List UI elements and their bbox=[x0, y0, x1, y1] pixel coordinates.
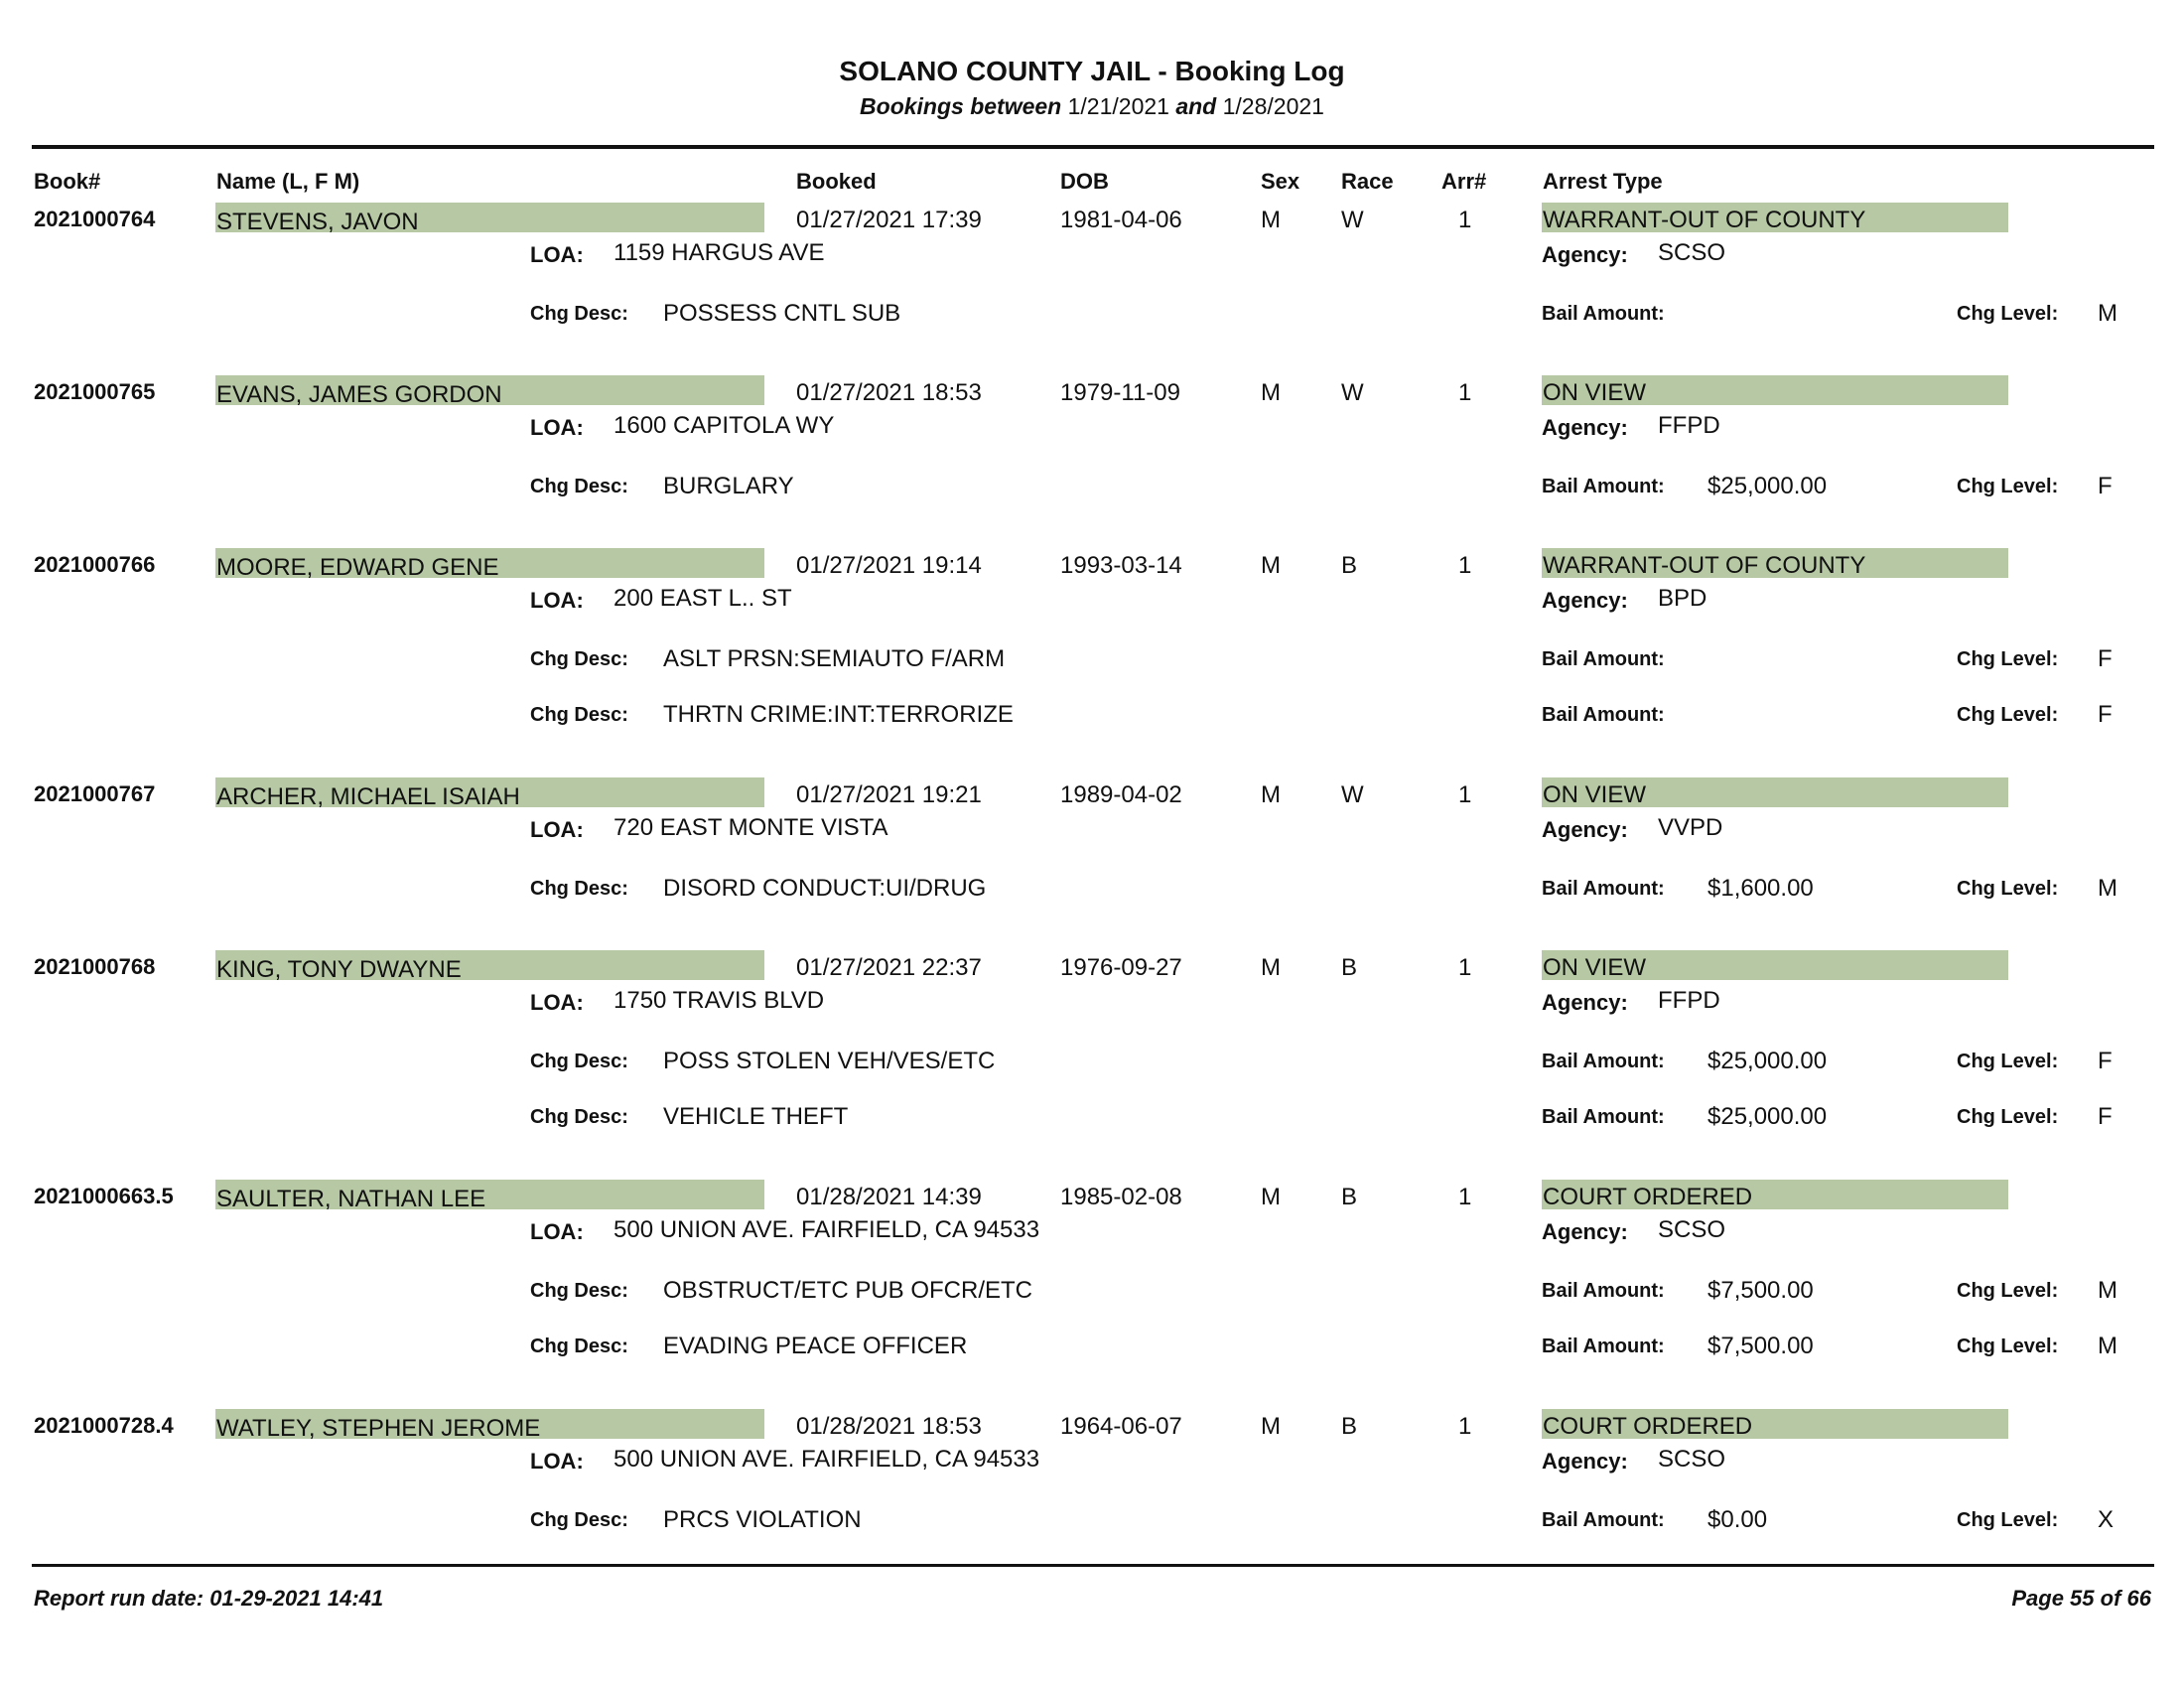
bail-amount-label: Bail Amount: bbox=[1542, 1509, 1665, 1531]
loa-value: 1600 CAPITOLA WY bbox=[614, 412, 835, 439]
booked-datetime: 01/27/2021 22:37 bbox=[796, 954, 982, 981]
charge-level: F bbox=[2098, 701, 2113, 728]
arrest-count: 1 bbox=[1458, 1184, 1472, 1210]
charge-row bbox=[0, 1103, 2184, 1143]
bail-amount-label: Bail Amount: bbox=[1542, 1336, 1665, 1357]
charge-level: M bbox=[2098, 300, 2117, 327]
inmate-name: KING, TONY DWAYNE bbox=[216, 956, 462, 983]
page-number: Page 55 of 66 bbox=[2011, 1586, 2151, 1611]
col-header-arrest-type: Arrest Type bbox=[1543, 169, 1663, 194]
booking-record bbox=[0, 552, 2184, 780]
date-of-birth: 1985-02-08 bbox=[1060, 1184, 1182, 1210]
charge-desc-label: Chg Desc: bbox=[530, 1106, 628, 1128]
loa-label: LOA: bbox=[530, 588, 584, 613]
charge-row bbox=[0, 473, 2184, 512]
charge-level: M bbox=[2098, 875, 2117, 902]
bail-amount-label: Bail Amount: bbox=[1542, 878, 1665, 900]
charge-desc: VEHICLE THEFT bbox=[663, 1103, 849, 1130]
arrest-count: 1 bbox=[1458, 781, 1472, 808]
arrest-count: 1 bbox=[1458, 1413, 1472, 1440]
charge-desc-label: Chg Desc: bbox=[530, 476, 628, 497]
booking-number: 2021000768 bbox=[34, 954, 156, 979]
subtitle-and: and bbox=[1175, 93, 1217, 119]
sex-value: M bbox=[1261, 207, 1281, 233]
date-of-birth: 1981-04-06 bbox=[1060, 207, 1182, 233]
col-header-race: Race bbox=[1341, 169, 1394, 194]
inmate-name: STEVENS, JAVON bbox=[216, 209, 419, 235]
loa-value: 500 UNION AVE. FAIRFIELD, CA 94533 bbox=[614, 1446, 1040, 1473]
booking-number: 2021000764 bbox=[34, 207, 156, 231]
agency-value: SCSO bbox=[1658, 1216, 1726, 1243]
loa-value: 1750 TRAVIS BLVD bbox=[614, 987, 825, 1014]
bail-amount-label: Bail Amount: bbox=[1542, 1106, 1665, 1128]
col-header-name: Name (L, F M) bbox=[216, 169, 360, 194]
charge-level-label: Chg Level: bbox=[1957, 1280, 2059, 1302]
loa-label: LOA: bbox=[530, 415, 584, 440]
charge-level-label: Chg Level: bbox=[1957, 704, 2059, 726]
bail-amount-label: Bail Amount: bbox=[1542, 704, 1665, 726]
arrest-count: 1 bbox=[1458, 379, 1472, 406]
bail-amount: $25,000.00 bbox=[1707, 473, 1828, 499]
charge-level-label: Chg Level: bbox=[1957, 1051, 2059, 1072]
inmate-name: EVANS, JAMES GORDON bbox=[216, 381, 502, 408]
booking-number: 2021000767 bbox=[34, 781, 156, 806]
charge-desc: BURGLARY bbox=[663, 473, 794, 499]
booking-number: 2021000663.5 bbox=[34, 1184, 174, 1208]
booked-datetime: 01/27/2021 18:53 bbox=[796, 379, 982, 406]
charge-desc-label: Chg Desc: bbox=[530, 303, 628, 325]
arrest-type: ON VIEW bbox=[1543, 954, 1647, 981]
charge-level: X bbox=[2098, 1506, 2115, 1533]
bail-amount: $1,600.00 bbox=[1707, 875, 1814, 902]
arrest-type: COURT ORDERED bbox=[1543, 1413, 1753, 1440]
charge-desc: EVADING PEACE OFFICER bbox=[663, 1333, 968, 1359]
agency-label: Agency: bbox=[1542, 1449, 1628, 1474]
inmate-name: MOORE, EDWARD GENE bbox=[216, 554, 499, 581]
top-divider bbox=[32, 145, 2154, 149]
charge-desc: POSS STOLEN VEH/VES/ETC bbox=[663, 1048, 996, 1074]
loa-value: 1159 HARGUS AVE bbox=[614, 239, 825, 266]
inmate-name: SAULTER, NATHAN LEE bbox=[216, 1186, 486, 1212]
arrest-type: WARRANT-OUT OF COUNTY bbox=[1543, 552, 1866, 579]
arrest-type: ON VIEW bbox=[1543, 781, 1647, 808]
inmate-name: WATLEY, STEPHEN JEROME bbox=[216, 1415, 541, 1442]
agency-value: FFPD bbox=[1658, 987, 1720, 1014]
agency-label: Agency: bbox=[1542, 242, 1628, 267]
charge-level: F bbox=[2098, 1103, 2113, 1130]
charge-row bbox=[0, 701, 2184, 741]
charge-desc-label: Chg Desc: bbox=[530, 1280, 628, 1302]
charge-level-label: Chg Level: bbox=[1957, 1509, 2059, 1531]
bail-amount: $0.00 bbox=[1707, 1506, 1768, 1533]
arrest-type: ON VIEW bbox=[1543, 379, 1647, 406]
booked-datetime: 01/28/2021 14:39 bbox=[796, 1184, 982, 1210]
bail-amount-label: Bail Amount: bbox=[1542, 648, 1665, 670]
race-value: W bbox=[1341, 207, 1364, 233]
sex-value: M bbox=[1261, 552, 1281, 579]
booked-datetime: 01/27/2021 19:14 bbox=[796, 552, 982, 579]
arrest-type: WARRANT-OUT OF COUNTY bbox=[1543, 207, 1866, 233]
loa-label: LOA: bbox=[530, 1219, 584, 1244]
charge-desc-label: Chg Desc: bbox=[530, 704, 628, 726]
date-of-birth: 1976-09-27 bbox=[1060, 954, 1182, 981]
bail-amount-label: Bail Amount: bbox=[1542, 1280, 1665, 1302]
loa-label: LOA: bbox=[530, 1449, 584, 1474]
race-value: W bbox=[1341, 379, 1364, 406]
date-of-birth: 1989-04-02 bbox=[1060, 781, 1182, 808]
charge-desc: THRTN CRIME:INT:TERRORIZE bbox=[663, 701, 1014, 728]
race-value: B bbox=[1341, 1413, 1358, 1440]
sex-value: M bbox=[1261, 954, 1281, 981]
loa-value: 500 UNION AVE. FAIRFIELD, CA 94533 bbox=[614, 1216, 1040, 1243]
charge-row bbox=[0, 645, 2184, 685]
bail-amount: $7,500.00 bbox=[1707, 1333, 1814, 1359]
booking-number: 2021000765 bbox=[34, 379, 156, 404]
end-date: 1/28/2021 bbox=[1222, 93, 1324, 119]
loa-label: LOA: bbox=[530, 990, 584, 1015]
charge-level-label: Chg Level: bbox=[1957, 648, 2059, 670]
charge-desc-label: Chg Desc: bbox=[530, 1051, 628, 1072]
col-header-booked: Booked bbox=[796, 169, 877, 194]
agency-label: Agency: bbox=[1542, 990, 1628, 1015]
sex-value: M bbox=[1261, 1413, 1281, 1440]
report-title: SOLANO COUNTY JAIL - Booking Log bbox=[839, 56, 1345, 86]
agency-value: BPD bbox=[1658, 585, 1707, 612]
col-header-sex: Sex bbox=[1261, 169, 1300, 194]
bail-amount-label: Bail Amount: bbox=[1542, 1051, 1665, 1072]
booking-record bbox=[0, 954, 2184, 1183]
charge-row bbox=[0, 1506, 2184, 1546]
agency-label: Agency: bbox=[1542, 415, 1628, 440]
date-of-birth: 1979-11-09 bbox=[1060, 379, 1180, 406]
agency-value: SCSO bbox=[1658, 239, 1726, 266]
charge-level-label: Chg Level: bbox=[1957, 476, 2059, 497]
sex-value: M bbox=[1261, 781, 1281, 808]
booked-datetime: 01/27/2021 17:39 bbox=[796, 207, 982, 233]
charge-desc: PRCS VIOLATION bbox=[663, 1506, 862, 1533]
date-of-birth: 1964-06-07 bbox=[1060, 1413, 1182, 1440]
inmate-name: ARCHER, MICHAEL ISAIAH bbox=[216, 783, 520, 810]
charge-row bbox=[0, 1048, 2184, 1087]
agency-value: SCSO bbox=[1658, 1446, 1726, 1473]
charge-level-label: Chg Level: bbox=[1957, 1106, 2059, 1128]
charge-row bbox=[0, 875, 2184, 914]
arrest-count: 1 bbox=[1458, 552, 1472, 579]
report-subtitle bbox=[0, 93, 2184, 120]
charge-desc: DISORD CONDUCT:UI/DRUG bbox=[663, 875, 987, 902]
charge-level: M bbox=[2098, 1333, 2117, 1359]
agency-value: FFPD bbox=[1658, 412, 1720, 439]
agency-label: Agency: bbox=[1542, 817, 1628, 842]
charge-row bbox=[0, 300, 2184, 340]
arrest-count: 1 bbox=[1458, 954, 1472, 981]
report-run-date: Report run date: 01-29-2021 14:41 bbox=[34, 1586, 384, 1611]
charge-desc: OBSTRUCT/ETC PUB OFCR/ETC bbox=[663, 1277, 1033, 1304]
bail-amount: $7,500.00 bbox=[1707, 1277, 1814, 1304]
bail-amount: $25,000.00 bbox=[1707, 1103, 1828, 1130]
booked-datetime: 01/28/2021 18:53 bbox=[796, 1413, 982, 1440]
booked-datetime: 01/27/2021 19:21 bbox=[796, 781, 982, 808]
loa-value: 200 EAST L.. ST bbox=[614, 585, 792, 612]
sex-value: M bbox=[1261, 1184, 1281, 1210]
sex-value: M bbox=[1261, 379, 1281, 406]
charge-level: F bbox=[2098, 473, 2113, 499]
charge-level-label: Chg Level: bbox=[1957, 878, 2059, 900]
charge-level: M bbox=[2098, 1277, 2117, 1304]
col-header-arr: Arr# bbox=[1441, 169, 1487, 194]
bail-amount-label: Bail Amount: bbox=[1542, 303, 1665, 325]
charge-level: F bbox=[2098, 1048, 2113, 1074]
race-value: B bbox=[1341, 1184, 1358, 1210]
bottom-divider bbox=[32, 1564, 2154, 1567]
charge-level-label: Chg Level: bbox=[1957, 303, 2059, 325]
charge-desc: POSSESS CNTL SUB bbox=[663, 300, 901, 327]
booking-number: 2021000728.4 bbox=[34, 1413, 174, 1438]
subtitle-prefix: Bookings between bbox=[860, 93, 1062, 119]
agency-label: Agency: bbox=[1542, 588, 1628, 613]
arrest-type: COURT ORDERED bbox=[1543, 1184, 1753, 1210]
charge-level: F bbox=[2098, 645, 2113, 672]
date-of-birth: 1993-03-14 bbox=[1060, 552, 1182, 579]
agency-value: VVPD bbox=[1658, 814, 1723, 841]
loa-value: 720 EAST MONTE VISTA bbox=[614, 814, 888, 841]
booking-number: 2021000766 bbox=[34, 552, 156, 577]
race-value: W bbox=[1341, 781, 1364, 808]
booking-record bbox=[0, 1184, 2184, 1412]
charge-desc: ASLT PRSN:SEMIAUTO F/ARM bbox=[663, 645, 1006, 672]
race-value: B bbox=[1341, 552, 1358, 579]
race-value: B bbox=[1341, 954, 1358, 981]
col-header-book: Book# bbox=[34, 169, 101, 194]
loa-label: LOA: bbox=[530, 242, 584, 267]
start-date: 1/21/2021 bbox=[1067, 93, 1169, 119]
charge-row bbox=[0, 1277, 2184, 1317]
arrest-count: 1 bbox=[1458, 207, 1472, 233]
charge-desc-label: Chg Desc: bbox=[530, 878, 628, 900]
agency-label: Agency: bbox=[1542, 1219, 1628, 1244]
bail-amount-label: Bail Amount: bbox=[1542, 476, 1665, 497]
charge-desc-label: Chg Desc: bbox=[530, 648, 628, 670]
charge-row bbox=[0, 1333, 2184, 1372]
bail-amount: $25,000.00 bbox=[1707, 1048, 1828, 1074]
loa-label: LOA: bbox=[530, 817, 584, 842]
charge-desc-label: Chg Desc: bbox=[530, 1509, 628, 1531]
charge-desc-label: Chg Desc: bbox=[530, 1336, 628, 1357]
col-header-dob: DOB bbox=[1060, 169, 1109, 194]
charge-level-label: Chg Level: bbox=[1957, 1336, 2059, 1357]
